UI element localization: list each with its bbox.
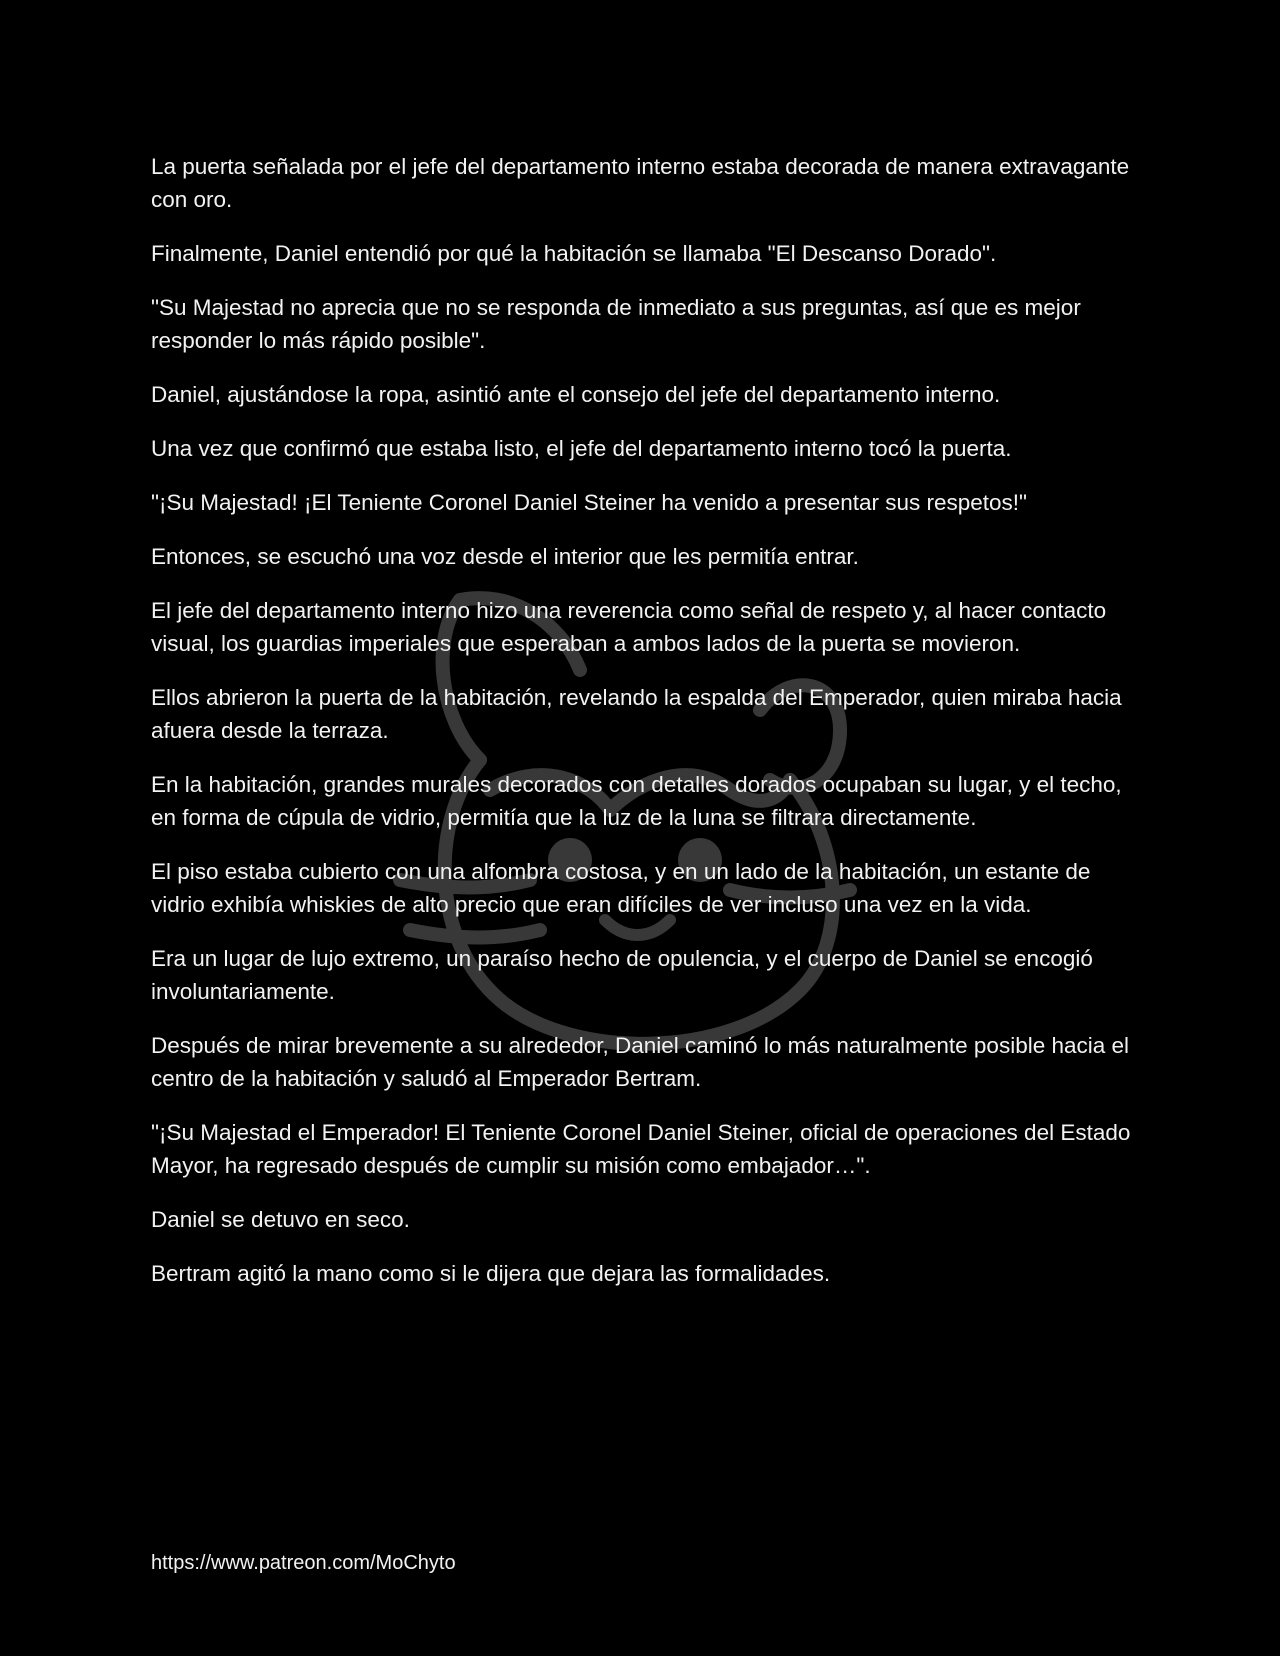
paragraph: "¡Su Majestad! ¡El Teniente Coronel Daniel Steiner ha venido a presentar sus respetos!" — [151, 490, 1028, 515]
paragraph: Daniel, ajustándose la ropa, asintió ante el consejo del jefe del departamento interno. — [151, 382, 1001, 407]
paragraph: Finalmente, Daniel entendió por qué la habitación se llamaba "El Descanso Dorado". — [151, 241, 997, 266]
paragraph: El jefe del departamento interno hizo una reverencia como señal de respeto y, al hacer contacto visual, los guardias imperiales que esperaban a ambos lados de la puerta se movieron. — [151, 598, 1107, 656]
paragraph: "¡Su Majestad el Emperador! El Teniente Coronel Daniel Steiner, oficial de operaciones del Estado Mayor, ha regresado después de cumplir su misión como embajador…". — [151, 1120, 1131, 1178]
patreon-link[interactable]: https://www.patreon.com/MoChyto — [151, 1552, 456, 1574]
chapter-text — [151, 150, 1131, 1311]
paragraph: Después de mirar brevemente a su alrededor, Daniel caminó lo más naturalmente posible hacia el centro de la habitación y saludó al Emperador Bertram. — [151, 1033, 1130, 1091]
paragraph: Era un lugar de lujo extremo, un paraíso hecho de opulencia, y el cuerpo de Daniel se encogió involuntariamente. — [151, 946, 1093, 1004]
paragraph: El piso estaba cubierto con una alfombra costosa, y en un lado de la habitación, un estante de vidrio exhibía whiskies de alto precio que eran difíciles de ver incluso una vez en la vida. — [151, 859, 1091, 917]
paragraph: Entonces, se escuchó una voz desde el interior que les permitía entrar. — [151, 544, 859, 569]
paragraph: La puerta señalada por el jefe del departamento interno estaba decorada de manera extravagante con oro. — [151, 154, 1130, 212]
paragraph: Bertram agitó la mano como si le dijera que dejara las formalidades. — [151, 1261, 831, 1286]
paragraph: Daniel se detuvo en seco. — [151, 1207, 410, 1232]
paragraph: Una vez que confirmó que estaba listo, el jefe del departamento interno tocó la puerta. — [151, 436, 1012, 461]
paragraph: En la habitación, grandes murales decorados con detalles dorados ocupaban su lugar, y el techo, en forma de cúpula de vidrio, permitía que la luz de la luna se filtrara directamente. — [151, 772, 1122, 830]
paragraph: "Su Majestad no aprecia que no se responda de inmediato a sus preguntas, así que es mejor responder lo más rápido posible". — [151, 295, 1081, 353]
paragraph: Ellos abrieron la puerta de la habitación, revelando la espalda del Emperador, quien miraba hacia afuera desde la terraza. — [151, 685, 1122, 743]
